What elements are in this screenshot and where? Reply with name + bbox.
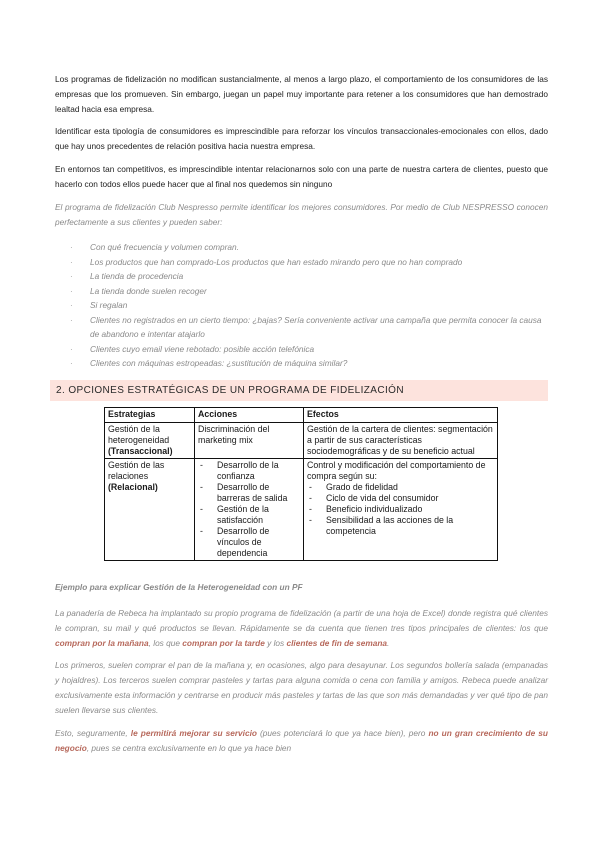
list-item: - Desarrollo de barreras de salida [198, 482, 300, 504]
table-cell-effects: Control y modificación del comportamiento de compra según su: - Grado de fidelidad - Ciclo de vida del consumidor - Beneficio individualizado - Sensibilidad a las acciones de la competencia [304, 459, 498, 561]
table-cell-strategy: Gestión de la heterogeneidad (Transaccional) [105, 423, 195, 459]
table-header-actions: Acciones [195, 408, 304, 423]
table-cell-actions [195, 459, 304, 561]
list-item: · Con qué frecuencia y volumen compran. [70, 240, 550, 255]
section-heading: 2. OPCIONES ESTRATÉGICAS DE UN PROGRAMA DE FIDELIZACIÓN [50, 380, 548, 401]
list-item: · La tienda de procedencia [70, 269, 550, 284]
list-item: · Clientes no registrados en un cierto tiempo: ¿bajas? Sería conveniente activar una campaña que permita conocer la causa de abandono e intentar atajarlo [70, 313, 550, 342]
paragraph-loyalty-programs: Los programas de fidelización no modifican sustancialmente, al menos a largo plazo, el comportamiento de los consumidores de las empresas que los promueven. Sin embargo, juegan un papel muy importante para retener a los consumidores que han demostrado lealtad hacia esa empresa. [55, 74, 548, 114]
list-item: · La tienda donde suelen recoger [70, 284, 550, 299]
list-item: · Clientes cuyo email viene rebotado: posible acción telefónica [70, 342, 550, 357]
strategies-table [104, 407, 498, 561]
table-cell-effect: Gestión de la cartera de clientes: segmentación a partir de sus características sociodemográficas y de su beneficio actual [304, 423, 498, 459]
example-paragraph-3: Esto, seguramente, le permitirá mejorar su servicio (pues potenciará lo que ya hace bien), pero no un gran crecimiento de su negocio, pues se centra exclusivamente en lo que ya hace bien [55, 728, 548, 753]
table-row [105, 459, 498, 561]
paragraph-competitive-environments: En entornos tan competitivos, es imprescindible intentar relacionarnos solo con una parte de nuestra cartera de clientes, puesto que hacerlo con todos ellos puede hacer que al final nos quedemos sin ninguno [55, 164, 548, 189]
list-item: · Clientes con máquinas estropeadas: ¿sustitución de máquina similar? [70, 356, 550, 371]
list-item: · Los productos que han comprado-Los productos que han estado mirando pero que no han comprado [70, 255, 550, 270]
list-item: - Desarrollo de la confianza [198, 460, 300, 482]
list-item: - Sensibilidad a las acciones de la competencia [307, 515, 494, 537]
paragraph-nespresso-club: El programa de fidelización Club Nespresso permite identificar los mejores consumidores. Por medio de Club NESPRESSO conocen perfectamente a sus clientes y pueden saber: [55, 202, 548, 227]
table-header-row [105, 408, 498, 423]
list-item: · Si regalan [70, 298, 550, 313]
example-paragraph-2: Los primeros, suelen comprar el pan de la mañana y, en ocasiones, algo para desayunar. Los segundos bollería salada (empanadas y hojaldres). Los terceros suelen comprar pasteles y tartas para alguna comida o cena con familia y amigos. Rebeca puede analizar exclusivamente esta información y centrarse en producir más pasteles y tartas de las que son más demandadas y ver qué tipo de pan suelen llevarse sus clientes. [55, 660, 548, 715]
example-title: Ejemplo para explicar Gestión de la Heterogeneidad con un PF [55, 582, 303, 592]
list-item: - Desarrollo de vínculos de dependencia [198, 526, 300, 559]
table-row [105, 423, 498, 459]
table-cell-action: Discriminación del marketing mix [195, 423, 304, 459]
table-header-strategies: Estrategias [105, 408, 195, 423]
list-item: - Gestión de la satisfacción [198, 504, 300, 526]
paragraph-consumer-typology: Identificar esta tipología de consumidores es imprescindible para reforzar los vínculos transaccionales-emocionales con ellos, dado que hay unos precedentes de relación positiva hacia nuestra empresa. [55, 126, 548, 151]
list-item: - Ciclo de vida del consumidor [307, 493, 494, 504]
nespresso-bullet-list [70, 240, 550, 371]
list-item: - Grado de fidelidad [307, 482, 494, 493]
table-cell-strategy: Gestión de las relaciones (Relacional) [105, 459, 195, 561]
table-header-effects: Efectos [304, 408, 498, 423]
list-item: - Beneficio individualizado [307, 504, 494, 515]
example-paragraph-1: La panadería de Rebeca ha implantado su propio programa de fidelización (a partir de una hoja de Excel) donde registra qué clientes le compran, su mail y qué productos se llevan. Rápidamente se da cuenta que tienen tres tipos principales de clientes: los que compran por la mañana, los que compran por la tarde y los clientes de fin de semana. [55, 608, 548, 648]
